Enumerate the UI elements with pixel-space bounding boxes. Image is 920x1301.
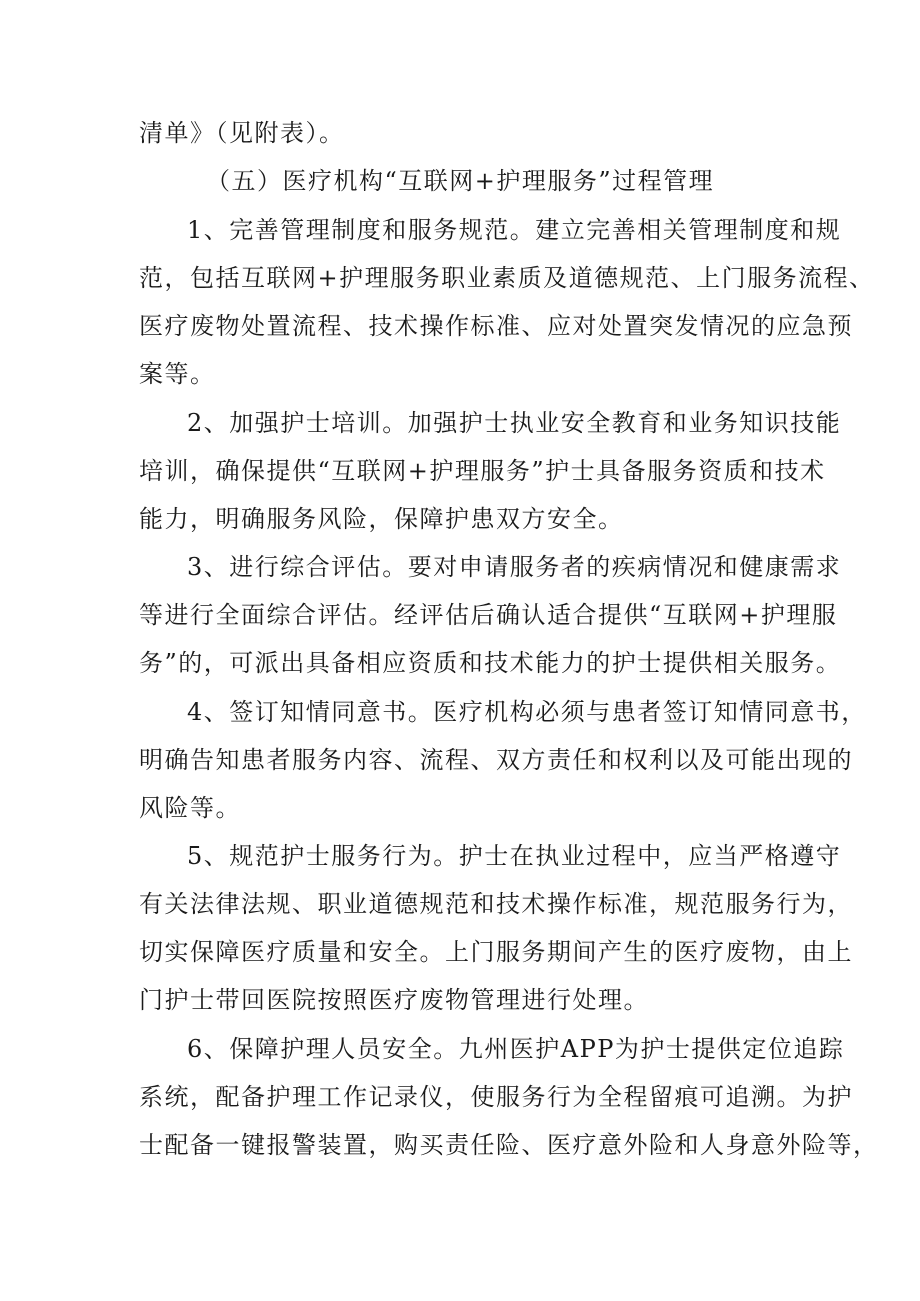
paragraph-line: 5、规范护士服务行为。护士在执业过程中，应当严格遵守 — [187, 842, 842, 870]
paragraph-line: 门护士带回医院按照医疗废物管理进行处理。 — [139, 986, 649, 1014]
paragraph-line: 切实保障医疗质量和安全。上门服务期间产生的医疗废物，由上 — [139, 938, 853, 966]
paragraph-line: 士配备一键报警装置，购买责任险、医疗意外险和人身意外险等， — [139, 1131, 879, 1159]
paragraph-line: 医疗废物处置流程、技术操作标准、应对处置突发情况的应急预 — [139, 312, 853, 340]
paragraph-line: 有关法律法规、职业道德规范和技术操作标准，规范服务行为， — [139, 890, 853, 918]
section-heading: （五）医疗机构“互联网+护理服务”过程管理 — [206, 167, 715, 195]
paragraph-line: 范，包括互联网+护理服务职业素质及道德规范、上门服务流程、 — [139, 264, 875, 292]
paragraph-line: 4、签订知情同意书。医疗机构必须与患者签订知情同意书， — [187, 698, 867, 726]
paragraph-line: 务”的，可派出具备相应资质和技术能力的护士提供相关服务。 — [139, 649, 842, 677]
paragraph-line: 案等。 — [139, 360, 216, 388]
paragraph-line: 等进行全面综合评估。经评估后确认适合提供“互联网+护理服 — [139, 601, 838, 629]
paragraph-line: 培训，确保提供“互联网+护理服务”护士具备服务资质和技术 — [139, 457, 826, 485]
paragraph-line: 1、完善管理制度和服务规范。建立完善相关管理制度和规 — [187, 216, 842, 244]
paragraph-line: 清单》（见附表）。 — [139, 119, 345, 147]
paragraph-line: 2、加强护士培训。加强护士执业安全教育和业务知识技能 — [187, 409, 842, 437]
paragraph-line: 明确告知患者服务内容、流程、双方责任和权利以及可能出现的 — [139, 746, 853, 774]
paragraph-line: 3、进行综合评估。要对申请服务者的疾病情况和健康需求 — [187, 553, 842, 581]
paragraph-line: 6、保障护理人员安全。九州医护APP为护士提供定位追踪 — [187, 1035, 845, 1063]
paragraph-line: 能力，明确服务风险，保障护患双方安全。 — [139, 505, 624, 533]
paragraph-line: 风险等。 — [139, 794, 241, 822]
paragraph-line: 系统，配备护理工作记录仪，使服务行为全程留痕可追溯。为护 — [139, 1083, 853, 1111]
